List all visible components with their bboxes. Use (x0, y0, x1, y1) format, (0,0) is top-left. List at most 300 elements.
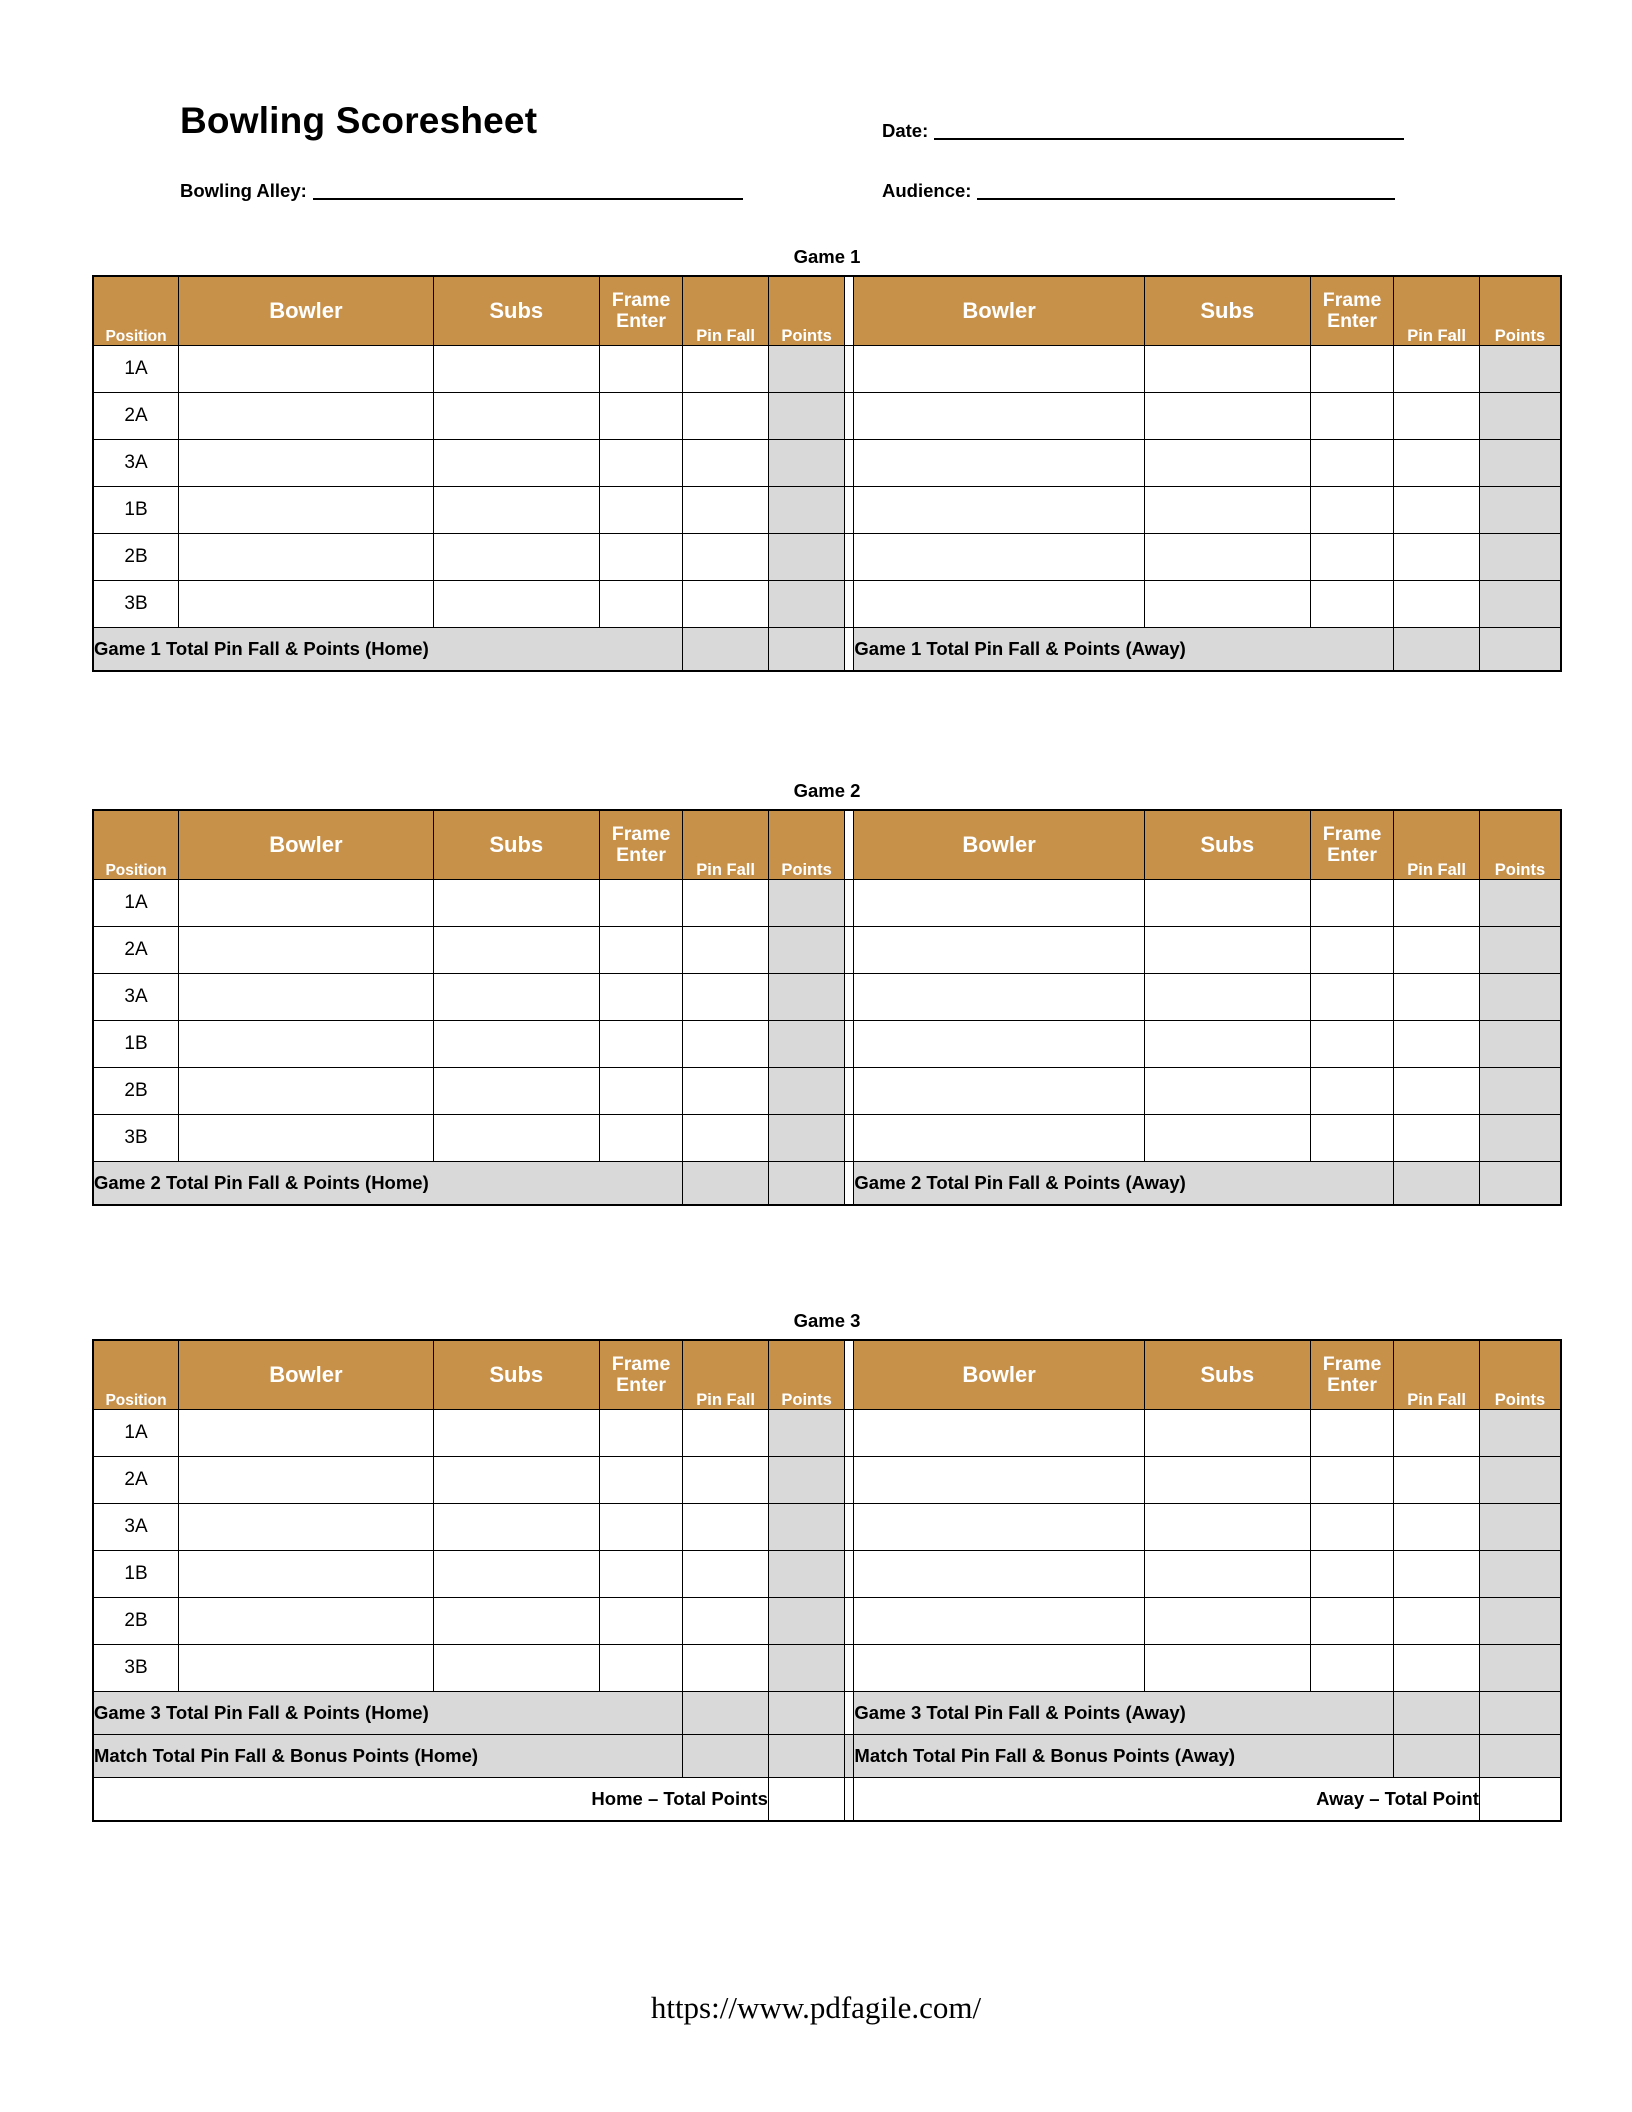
points-cell-home[interactable] (768, 393, 844, 440)
points-cell-away[interactable] (1479, 581, 1561, 628)
frame-enter-cell-home[interactable] (599, 927, 683, 974)
bowler-cell-away[interactable] (854, 581, 1144, 628)
points-cell-away[interactable] (1479, 487, 1561, 534)
pin-fall-cell-away[interactable] (1394, 1410, 1480, 1457)
bowler-cell-home[interactable] (179, 1021, 434, 1068)
points-cell-away[interactable] (1479, 1504, 1561, 1551)
row-separator (845, 440, 854, 487)
game-total-label-away: Game 3 Total Pin Fall & Points (Away) (854, 1692, 1394, 1735)
frame-enter-cell-home[interactable] (599, 1598, 683, 1645)
subs-cell-away[interactable] (1144, 346, 1310, 393)
bowler-cell-away[interactable] (854, 1457, 1144, 1504)
frame-enter-cell-away[interactable] (1310, 1551, 1394, 1598)
frame-enter-cell-away[interactable] (1310, 1115, 1394, 1162)
pin-fall-cell-away[interactable] (1394, 927, 1480, 974)
pin-fall-cell-home[interactable] (683, 927, 769, 974)
subs-cell-home[interactable] (433, 1504, 599, 1551)
table-row (93, 440, 1561, 487)
frame-enter-cell-home[interactable] (599, 1410, 683, 1457)
table-row (93, 1068, 1561, 1115)
col-subs-away: Subs (1144, 810, 1310, 880)
frame-enter-cell-away[interactable] (1310, 1598, 1394, 1645)
audience-input[interactable] (977, 178, 1395, 200)
bowler-cell-away[interactable] (854, 393, 1144, 440)
frame-enter-cell-home[interactable] (599, 974, 683, 1021)
row-separator (845, 393, 854, 440)
position-cell: 2A (93, 1457, 179, 1504)
pin-fall-cell-home[interactable] (683, 393, 769, 440)
column-separator (845, 810, 854, 880)
table-row (93, 1551, 1561, 1598)
points-cell-home[interactable] (768, 880, 844, 927)
col-frame-line1: Frame (611, 823, 671, 846)
frame-enter-cell-away[interactable] (1310, 927, 1394, 974)
game-total-pinfall-home[interactable] (683, 628, 769, 672)
bowler-cell-away[interactable] (854, 1551, 1144, 1598)
points-cell-home[interactable] (768, 927, 844, 974)
subs-cell-away[interactable] (1144, 1598, 1310, 1645)
col-frame-line2: Enter (616, 844, 666, 866)
subs-cell-away[interactable] (1144, 1115, 1310, 1162)
bowler-cell-away[interactable] (854, 880, 1144, 927)
frame-enter-cell-away[interactable] (1310, 393, 1394, 440)
points-cell-away[interactable] (1479, 927, 1561, 974)
subs-cell-away[interactable] (1144, 1457, 1310, 1504)
match-total-points-away[interactable] (1479, 1735, 1561, 1778)
game-total-label-home: Game 3 Total Pin Fall & Points (Home) (93, 1692, 683, 1735)
table-row (93, 581, 1561, 628)
col-pin-fall-home: Pin Fall (683, 810, 769, 880)
frame-enter-cell-home[interactable] (599, 393, 683, 440)
bowling-alley-field[interactable] (180, 178, 743, 200)
points-cell-home[interactable] (768, 1457, 844, 1504)
pin-fall-cell-away[interactable] (1394, 1115, 1480, 1162)
match-total-label-home: Match Total Pin Fall & Bonus Points (Home) (93, 1735, 683, 1778)
points-cell-home[interactable] (768, 581, 844, 628)
pin-fall-cell-home[interactable] (683, 1115, 769, 1162)
row-separator (845, 1115, 854, 1162)
audience-label: Audience: (882, 179, 972, 201)
frame-enter-cell-away[interactable] (1310, 974, 1394, 1021)
col-points-home: Points (768, 810, 844, 880)
match-total-pinfall-home[interactable] (683, 1735, 769, 1778)
subs-cell-away[interactable] (1144, 534, 1310, 581)
frame-enter-cell-home[interactable] (599, 1551, 683, 1598)
pin-fall-cell-away[interactable] (1394, 581, 1480, 628)
table-header-row (93, 276, 1561, 346)
subs-cell-home[interactable] (433, 440, 599, 487)
row-separator (845, 1645, 854, 1692)
table-row (93, 487, 1561, 534)
frame-enter-cell-home[interactable] (599, 1457, 683, 1504)
subs-cell-home[interactable] (433, 534, 599, 581)
points-cell-away[interactable] (1479, 346, 1561, 393)
game-3-title: Game 3 (793, 1310, 861, 1331)
points-cell-away[interactable] (1479, 534, 1561, 581)
pin-fall-cell-away[interactable] (1394, 1457, 1480, 1504)
game-total-pinfall-away[interactable] (1394, 1162, 1480, 1206)
row-separator (845, 1598, 854, 1645)
col-position-home: Position (93, 1340, 179, 1410)
bowler-cell-away[interactable] (854, 1645, 1144, 1692)
col-frame-enter-home (599, 1340, 683, 1410)
col-bowler-home: Bowler (179, 276, 434, 346)
position-cell: 3A (93, 440, 179, 487)
bowler-cell-away[interactable] (854, 1410, 1144, 1457)
pin-fall-cell-home[interactable] (683, 1457, 769, 1504)
subs-cell-away[interactable] (1144, 1021, 1310, 1068)
points-cell-away[interactable] (1479, 1068, 1561, 1115)
frame-enter-cell-home[interactable] (599, 1504, 683, 1551)
position-cell: 2A (93, 927, 179, 974)
subs-cell-away[interactable] (1144, 1068, 1310, 1115)
frame-enter-cell-home[interactable] (599, 581, 683, 628)
bowler-cell-home[interactable] (179, 440, 434, 487)
points-cell-home[interactable] (768, 1598, 844, 1645)
pin-fall-cell-home[interactable] (683, 534, 769, 581)
position-cell: 2B (93, 1598, 179, 1645)
table-header-row (93, 810, 1561, 880)
table-row (93, 1457, 1561, 1504)
bowler-cell-home[interactable] (179, 1504, 434, 1551)
subs-cell-home[interactable] (433, 581, 599, 628)
audience-field[interactable] (882, 178, 1395, 200)
col-pin-fall-home: Pin Fall (683, 1340, 769, 1410)
position-cell: 2B (93, 1068, 179, 1115)
subs-cell-home[interactable] (433, 393, 599, 440)
match-total-points-home[interactable] (768, 1735, 844, 1778)
points-cell-home[interactable] (768, 1504, 844, 1551)
table-row (93, 534, 1561, 581)
frame-enter-cell-home[interactable] (599, 880, 683, 927)
pin-fall-cell-away[interactable] (1394, 534, 1480, 581)
col-position-home: Position (93, 276, 179, 346)
col-subs-away: Subs (1144, 1340, 1310, 1410)
game-total-row (93, 628, 1561, 672)
bowler-cell-away[interactable] (854, 927, 1144, 974)
frame-enter-cell-away[interactable] (1310, 346, 1394, 393)
game-2-title: Game 2 (793, 780, 861, 801)
game-total-pinfall-away[interactable] (1394, 628, 1480, 672)
row-separator (845, 487, 854, 534)
frame-enter-cell-home[interactable] (599, 534, 683, 581)
game-total-pinfall-away[interactable] (1394, 1692, 1480, 1735)
row-separator (845, 1551, 854, 1598)
col-frame-line2: Enter (616, 310, 666, 332)
table-row (93, 1598, 1561, 1645)
col-frame-enter-away (1310, 1340, 1394, 1410)
game-1-title: Game 1 (793, 246, 861, 267)
pin-fall-cell-home[interactable] (683, 1598, 769, 1645)
points-cell-home[interactable] (768, 1551, 844, 1598)
game-1-table (92, 275, 1562, 672)
frame-enter-cell-away[interactable] (1310, 1457, 1394, 1504)
subs-cell-away[interactable] (1144, 581, 1310, 628)
frame-enter-cell-away[interactable] (1310, 880, 1394, 927)
points-cell-away[interactable] (1479, 1410, 1561, 1457)
subs-cell-home[interactable] (433, 1457, 599, 1504)
frame-enter-cell-home[interactable] (599, 1115, 683, 1162)
subs-cell-home[interactable] (433, 1645, 599, 1692)
pin-fall-cell-away[interactable] (1394, 1021, 1480, 1068)
subs-cell-home[interactable] (433, 1598, 599, 1645)
bowling-alley-label: Bowling Alley: (180, 179, 307, 201)
frame-enter-cell-away[interactable] (1310, 1021, 1394, 1068)
pin-fall-cell-away[interactable] (1394, 487, 1480, 534)
subs-cell-home[interactable] (433, 974, 599, 1021)
pin-fall-cell-home[interactable] (683, 1410, 769, 1457)
frame-enter-cell-away[interactable] (1310, 1645, 1394, 1692)
col-subs-home: Subs (433, 810, 599, 880)
col-pin-fall-away: Pin Fall (1394, 1340, 1480, 1410)
game-total-points-home[interactable] (768, 628, 844, 672)
bowler-cell-home[interactable] (179, 1598, 434, 1645)
points-cell-home[interactable] (768, 974, 844, 1021)
pin-fall-cell-away[interactable] (1394, 393, 1480, 440)
bowler-cell-home[interactable] (179, 1410, 434, 1457)
col-subs-home: Subs (433, 1340, 599, 1410)
bowler-cell-home[interactable] (179, 487, 434, 534)
bowler-cell-home[interactable] (179, 346, 434, 393)
pin-fall-cell-home[interactable] (683, 346, 769, 393)
pin-fall-cell-home[interactable] (683, 1068, 769, 1115)
points-cell-home[interactable] (768, 1021, 844, 1068)
frame-enter-cell-away[interactable] (1310, 1504, 1394, 1551)
subs-cell-away[interactable] (1144, 1551, 1310, 1598)
pin-fall-cell-away[interactable] (1394, 1645, 1480, 1692)
pin-fall-cell-away[interactable] (1394, 880, 1480, 927)
position-cell: 1B (93, 1021, 179, 1068)
game-total-points-away[interactable] (1479, 1162, 1561, 1206)
pin-fall-cell-home[interactable] (683, 880, 769, 927)
points-cell-away[interactable] (1479, 393, 1561, 440)
subs-cell-home[interactable] (433, 1551, 599, 1598)
col-frame-line2: Enter (616, 1374, 666, 1396)
frame-enter-cell-away[interactable] (1310, 440, 1394, 487)
frame-enter-cell-home[interactable] (599, 440, 683, 487)
game-total-label-away: Game 1 Total Pin Fall & Points (Away) (854, 628, 1394, 672)
frame-enter-cell-away[interactable] (1310, 1410, 1394, 1457)
bowler-cell-home[interactable] (179, 534, 434, 581)
bowling-alley-input[interactable] (313, 178, 743, 200)
pin-fall-cell-away[interactable] (1394, 440, 1480, 487)
col-bowler-home: Bowler (179, 1340, 434, 1410)
points-cell-home[interactable] (768, 440, 844, 487)
points-cell-home[interactable] (768, 534, 844, 581)
col-frame-line2: Enter (1327, 310, 1377, 332)
subs-cell-home[interactable] (433, 1410, 599, 1457)
col-frame-enter-home (599, 810, 683, 880)
col-points-away: Points (1479, 276, 1561, 346)
row-separator (845, 1162, 854, 1206)
column-separator (845, 1340, 854, 1410)
col-frame-line1: Frame (611, 1353, 671, 1376)
bowler-cell-away[interactable] (854, 534, 1144, 581)
pin-fall-cell-away[interactable] (1394, 346, 1480, 393)
subs-cell-home[interactable] (433, 487, 599, 534)
table-header-row (93, 1340, 1561, 1410)
points-cell-home[interactable] (768, 346, 844, 393)
col-points-home: Points (768, 276, 844, 346)
pin-fall-cell-home[interactable] (683, 974, 769, 1021)
subs-cell-home[interactable] (433, 1021, 599, 1068)
away-total-points-value[interactable] (1479, 1778, 1561, 1822)
pin-fall-cell-away[interactable] (1394, 1598, 1480, 1645)
row-separator (845, 974, 854, 1021)
row-separator (845, 1410, 854, 1457)
home-total-points-label: Home – Total Points (93, 1778, 768, 1822)
bowler-cell-away[interactable] (854, 1068, 1144, 1115)
points-cell-home[interactable] (768, 1115, 844, 1162)
points-cell-home[interactable] (768, 1068, 844, 1115)
position-cell: 3B (93, 1645, 179, 1692)
points-cell-away[interactable] (1479, 1598, 1561, 1645)
pin-fall-cell-home[interactable] (683, 440, 769, 487)
bowler-cell-home[interactable] (179, 1645, 434, 1692)
points-cell-away[interactable] (1479, 1021, 1561, 1068)
frame-enter-cell-away[interactable] (1310, 1068, 1394, 1115)
points-cell-away[interactable] (1479, 440, 1561, 487)
position-cell: 3A (93, 974, 179, 1021)
pin-fall-cell-home[interactable] (683, 1645, 769, 1692)
game-total-points-away[interactable] (1479, 1692, 1561, 1735)
bowler-cell-away[interactable] (854, 1021, 1144, 1068)
points-cell-away[interactable] (1479, 974, 1561, 1021)
col-subs-home: Subs (433, 276, 599, 346)
pin-fall-cell-away[interactable] (1394, 1504, 1480, 1551)
col-frame-enter-home (599, 276, 683, 346)
points-cell-away[interactable] (1479, 1551, 1561, 1598)
table-row (93, 346, 1561, 393)
home-total-points-value[interactable] (768, 1778, 844, 1822)
table-row (93, 1115, 1561, 1162)
final-total-row (93, 1778, 1561, 1822)
pin-fall-cell-away[interactable] (1394, 1068, 1480, 1115)
frame-enter-cell-home[interactable] (599, 346, 683, 393)
pin-fall-cell-home[interactable] (683, 487, 769, 534)
pin-fall-cell-home[interactable] (683, 1021, 769, 1068)
points-cell-away[interactable] (1479, 1645, 1561, 1692)
points-cell-away[interactable] (1479, 1115, 1561, 1162)
subs-cell-away[interactable] (1144, 1645, 1310, 1692)
points-cell-home[interactable] (768, 1645, 844, 1692)
bowler-cell-away[interactable] (854, 1115, 1144, 1162)
date-field[interactable] (882, 118, 1404, 140)
subs-cell-home[interactable] (433, 880, 599, 927)
position-cell: 3A (93, 1504, 179, 1551)
points-cell-home[interactable] (768, 487, 844, 534)
bowler-cell-home[interactable] (179, 1115, 434, 1162)
table-row (93, 1021, 1561, 1068)
subs-cell-home[interactable] (433, 1115, 599, 1162)
subs-cell-away[interactable] (1144, 880, 1310, 927)
subs-cell-away[interactable] (1144, 393, 1310, 440)
row-separator (845, 581, 854, 628)
position-cell: 2B (93, 534, 179, 581)
pin-fall-cell-home[interactable] (683, 581, 769, 628)
subs-cell-away[interactable] (1144, 487, 1310, 534)
date-input[interactable] (934, 118, 1404, 140)
date-label: Date: (882, 119, 929, 141)
bowler-cell-away[interactable] (854, 346, 1144, 393)
bowler-cell-away[interactable] (854, 1504, 1144, 1551)
frame-enter-cell-away[interactable] (1310, 581, 1394, 628)
table-row (93, 1504, 1561, 1551)
bowler-cell-home[interactable] (179, 880, 434, 927)
subs-cell-home[interactable] (433, 346, 599, 393)
subs-cell-home[interactable] (433, 927, 599, 974)
frame-enter-cell-home[interactable] (599, 1645, 683, 1692)
bowler-cell-away[interactable] (854, 1598, 1144, 1645)
position-cell: 1A (93, 346, 179, 393)
subs-cell-away[interactable] (1144, 1410, 1310, 1457)
frame-enter-cell-away[interactable] (1310, 534, 1394, 581)
game-total-label-home: Game 1 Total Pin Fall & Points (Home) (93, 628, 683, 672)
page-title: Bowling Scoresheet (180, 100, 538, 141)
pin-fall-cell-home[interactable] (683, 1551, 769, 1598)
game-total-points-home[interactable] (768, 1162, 844, 1206)
bowler-cell-home[interactable] (179, 974, 434, 1021)
pin-fall-cell-away[interactable] (1394, 1551, 1480, 1598)
row-separator (845, 1692, 854, 1735)
game-total-pinfall-home[interactable] (683, 1162, 769, 1206)
subs-cell-away[interactable] (1144, 440, 1310, 487)
game-2-table (92, 809, 1562, 1206)
bowler-cell-home[interactable] (179, 927, 434, 974)
pin-fall-cell-away[interactable] (1394, 974, 1480, 1021)
frame-enter-cell-home[interactable] (599, 1021, 683, 1068)
footer-url[interactable]: https://www.pdfagile.com/ (650, 1990, 982, 2025)
col-position-home: Position (93, 810, 179, 880)
subs-cell-away[interactable] (1144, 927, 1310, 974)
subs-cell-away[interactable] (1144, 1504, 1310, 1551)
subs-cell-away[interactable] (1144, 974, 1310, 1021)
away-total-points-label: Away – Total Point (854, 1778, 1479, 1822)
points-cell-away[interactable] (1479, 1457, 1561, 1504)
row-separator (845, 1504, 854, 1551)
match-total-row (93, 1735, 1561, 1778)
game-total-points-home[interactable] (768, 1692, 844, 1735)
row-separator (845, 346, 854, 393)
pin-fall-cell-home[interactable] (683, 1504, 769, 1551)
bowler-cell-home[interactable] (179, 393, 434, 440)
points-cell-away[interactable] (1479, 880, 1561, 927)
col-pin-fall-away: Pin Fall (1394, 810, 1480, 880)
frame-enter-cell-home[interactable] (599, 487, 683, 534)
bowler-cell-home[interactable] (179, 581, 434, 628)
subs-cell-home[interactable] (433, 1068, 599, 1115)
frame-enter-cell-away[interactable] (1310, 487, 1394, 534)
game-total-row (93, 1692, 1561, 1735)
bowler-cell-home[interactable] (179, 1551, 434, 1598)
bowler-cell-home[interactable] (179, 1068, 434, 1115)
match-total-pinfall-away[interactable] (1394, 1735, 1480, 1778)
bowler-cell-home[interactable] (179, 1457, 434, 1504)
bowler-cell-away[interactable] (854, 440, 1144, 487)
bowler-cell-away[interactable] (854, 974, 1144, 1021)
frame-enter-cell-home[interactable] (599, 1068, 683, 1115)
row-separator (845, 534, 854, 581)
bowler-cell-away[interactable] (854, 487, 1144, 534)
position-cell: 1B (93, 1551, 179, 1598)
position-cell: 3B (93, 1115, 179, 1162)
game-total-pinfall-home[interactable] (683, 1692, 769, 1735)
col-points-home: Points (768, 1340, 844, 1410)
game-total-points-away[interactable] (1479, 628, 1561, 672)
points-cell-home[interactable] (768, 1410, 844, 1457)
col-frame-line1: Frame (611, 289, 671, 312)
table-row (93, 1410, 1561, 1457)
